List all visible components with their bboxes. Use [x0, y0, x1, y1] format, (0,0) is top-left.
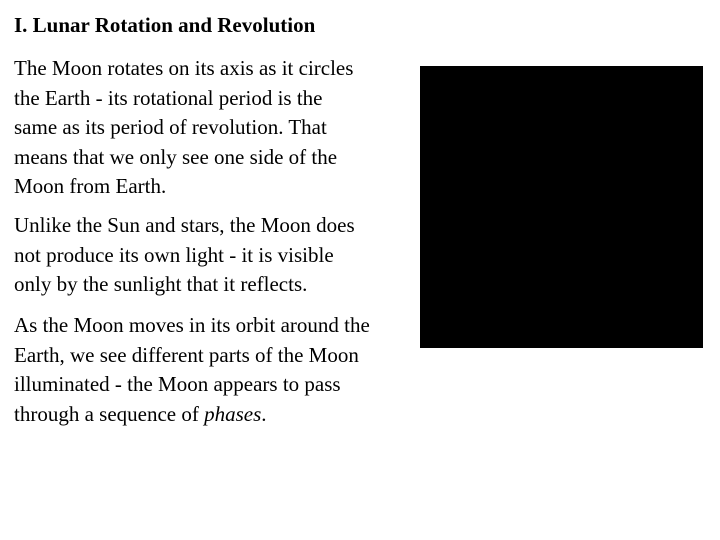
text-line: means that we only see one side of the — [14, 144, 338, 169]
text-line: not produce its own light - it is visible — [14, 242, 334, 267]
text-line-phases — [14, 400, 439, 430]
text-fragment: through a sequence of — [14, 401, 205, 426]
text-line: only by the sunlight that it reflects. — [14, 272, 308, 296]
slide-title: I. Lunar Rotation and Revolution — [14, 13, 316, 37]
text-line: the Earth - its rotational period is the — [14, 85, 323, 110]
text-line: As the Moon moves in its orbit around the — [14, 313, 370, 337]
paragraph-phases — [14, 311, 439, 429]
moon-image-placeholder — [420, 66, 703, 348]
phases-emphasis: phases — [204, 401, 262, 426]
text-line: same as its period of revolution. That — [14, 115, 327, 139]
paragraph-rotation — [14, 54, 439, 202]
text-fragment: . — [261, 401, 267, 426]
text-line: The Moon rotates on its axis as it circles — [14, 56, 354, 80]
text-line: Moon from Earth. — [14, 174, 167, 198]
paragraph-reflected-light — [14, 211, 439, 300]
text-line: Earth, we see different parts of the Moon — [14, 342, 359, 367]
text-line: Unlike the Sun and stars, the Moon does — [14, 213, 355, 237]
text-line: illuminated - the Moon appears to pass — [14, 372, 341, 396]
